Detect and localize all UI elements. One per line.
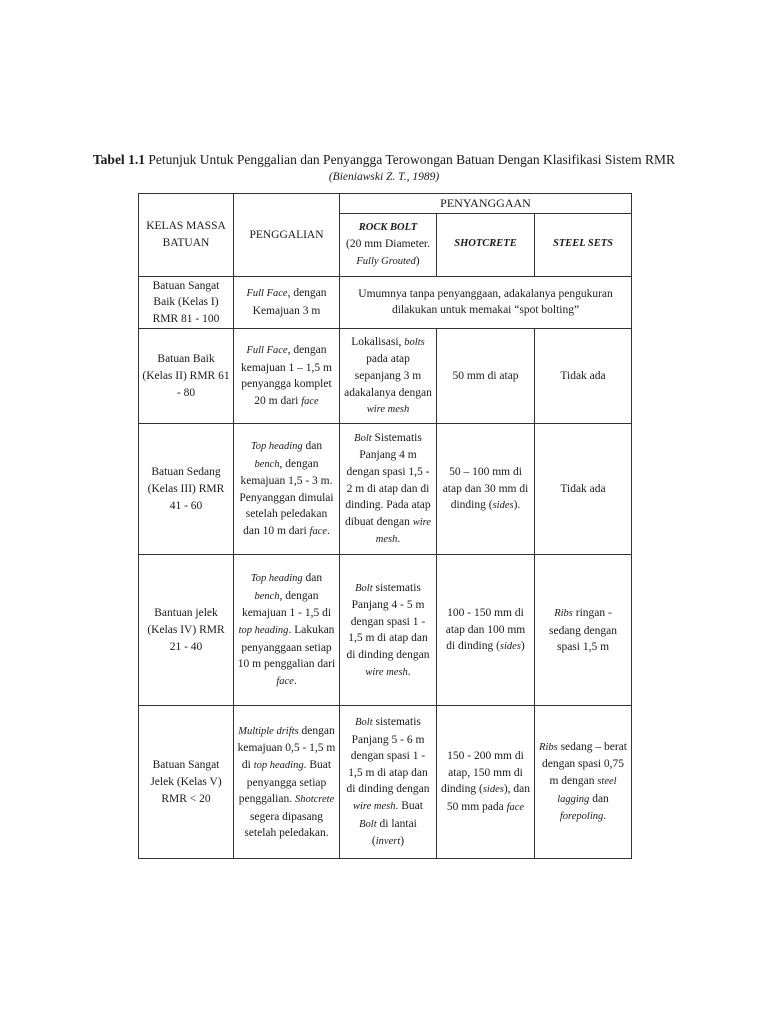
cell-penggalian bbox=[234, 706, 340, 859]
cell-rock-bolt bbox=[340, 555, 437, 706]
text: . bbox=[603, 810, 607, 823]
text-italic: wire mesh bbox=[366, 404, 410, 416]
caption-label: Tabel 1.1 bbox=[92, 152, 145, 167]
text: ). bbox=[513, 499, 521, 512]
text: . Lakukan penyanggaan setiap 10 m penggalian dari bbox=[237, 624, 336, 671]
header-rock-bolt-dim2: Fully Grouted bbox=[356, 255, 416, 267]
text: 50 – 100 mm di atap dan 30 mm di dinding ( bbox=[442, 465, 529, 512]
text: dan bbox=[305, 440, 323, 453]
text-italic: bench bbox=[254, 590, 280, 602]
text-italic: Ribs bbox=[539, 741, 558, 753]
text: . bbox=[293, 674, 297, 687]
text-italic: sides bbox=[492, 500, 514, 512]
text-italic: bolts bbox=[404, 336, 425, 348]
text: Sistematis Panjang 4 m dengan spasi 1,5 - 2 m di atap dan di dinding. Pada atap dibuat dengan bbox=[345, 431, 431, 528]
text-italic: Bolt bbox=[355, 582, 373, 594]
cell-penggalian bbox=[234, 329, 340, 424]
cell-rock-bolt bbox=[340, 424, 437, 555]
cell-penggalian bbox=[234, 555, 340, 706]
table-row bbox=[139, 276, 632, 329]
text-italic: Full Face bbox=[246, 345, 288, 357]
text: ), dan 50 mm pada bbox=[446, 783, 531, 813]
text-italic: bench bbox=[254, 458, 280, 470]
cell-shotcrete bbox=[437, 424, 535, 555]
text-italic: face bbox=[276, 675, 294, 687]
header-shotcrete: SHOTCRETE bbox=[437, 213, 535, 276]
table-row bbox=[139, 555, 632, 706]
text: dengan kemajuan 0,5 - 1,5 m di bbox=[237, 724, 336, 771]
cell-steel-sets: Tidak ada bbox=[535, 424, 632, 555]
cell-steel-sets bbox=[535, 706, 632, 859]
text: sistematis Panjang 5 - 6 m dengan spasi 1 - 1,5 m di atap dan di dinding dengan bbox=[346, 716, 430, 796]
text: . Buat bbox=[395, 799, 423, 812]
cell-steel-sets bbox=[535, 555, 632, 706]
text-italic: Shotcrete bbox=[294, 794, 335, 806]
text: sistematis Panjang 4 - 5 m dengan spasi 1 - 1,5 m di atap dan di dinding dengan bbox=[346, 581, 430, 661]
text-italic: wire mesh bbox=[353, 800, 396, 812]
text: . bbox=[397, 533, 401, 546]
text-italic: Bolt bbox=[355, 717, 373, 728]
caption-title: Petunjuk Untuk Penggalian dan Penyangga Terowongan Batuan Dengan Klasifikasi Sistem RMR bbox=[148, 152, 676, 167]
text: segera dipasang setelah peledakan. bbox=[244, 810, 329, 840]
header-rock-bolt-dim3: ) bbox=[415, 254, 420, 267]
cell-shotcrete bbox=[437, 555, 535, 706]
cell-kelas: Batuan Sangat Baik (Kelas I) RMR 81 - 100 bbox=[139, 276, 234, 329]
header-penggalian: PENGGALIAN bbox=[234, 194, 340, 277]
text-italic: Top heading bbox=[250, 573, 303, 585]
table-caption bbox=[0, 152, 768, 185]
text-italic: face bbox=[309, 526, 328, 538]
text: , dengan kemajuan 1 - 1,5 di bbox=[241, 589, 332, 620]
text-italic: wire mesh bbox=[375, 516, 431, 546]
text: Lokalisasi, bbox=[351, 335, 402, 348]
cell-penggalian bbox=[234, 424, 340, 555]
cell-kelas: Batuan Sangat Jelek (Kelas V) RMR < 20 bbox=[139, 706, 234, 859]
text: dan bbox=[305, 572, 323, 585]
header-rock-bolt-title: ROCK BOLT bbox=[358, 221, 418, 233]
caption-source: (Bieniawski Z. T., 1989) bbox=[328, 171, 440, 183]
text: . bbox=[407, 665, 411, 678]
cell-kelas: Batuan Baik (Kelas II) RMR 61 - 80 bbox=[139, 329, 234, 424]
cell-penggalian bbox=[234, 276, 340, 329]
text-italic: forepoling bbox=[559, 811, 604, 823]
text-italic: Ribs bbox=[554, 607, 573, 619]
text-italic: top heading bbox=[238, 625, 289, 637]
text: 150 - 200 mm di atap, 150 mm di dinding ( bbox=[440, 750, 524, 796]
header-rock-bolt bbox=[340, 213, 437, 276]
text-italic: sides bbox=[482, 784, 504, 796]
text-italic: face bbox=[301, 395, 319, 407]
cell-steel-sets: Tidak ada bbox=[535, 329, 632, 424]
text-italic: Bolt bbox=[359, 818, 377, 830]
cell-rock-bolt bbox=[340, 329, 437, 424]
text-italic: Multiple drifts bbox=[238, 725, 299, 737]
text: dan bbox=[592, 792, 609, 805]
cell-rock-bolt bbox=[340, 706, 437, 859]
header-penyanggaan: PENYANGGAAN bbox=[340, 194, 632, 214]
header-kelas-massa-batuan: KELAS MASSA BATUAN bbox=[139, 194, 234, 277]
table-row bbox=[139, 706, 632, 859]
cell-kelas: Batuan Sedang (Kelas III) RMR 41 - 60 bbox=[139, 424, 234, 555]
text-italic: invert bbox=[375, 836, 401, 848]
text: sedang – berat dengan spasi 0,75 m dengan bbox=[541, 740, 627, 788]
text: . bbox=[327, 525, 330, 538]
table-row bbox=[139, 424, 632, 555]
cell-kelas: Bantuan jelek (Kelas IV) RMR 21 - 40 bbox=[139, 555, 234, 706]
header-rock-bolt-dim1: (20 mm Diameter. bbox=[346, 238, 430, 251]
text: . Buat penyangga setiap penggalian. bbox=[238, 758, 332, 806]
text: pada atap sepanjang 3 m adakalanya dengan bbox=[344, 353, 432, 399]
text: di lantai ( bbox=[371, 817, 417, 848]
text: , dengan kemajuan 1,5 - 3 m. Penyanggan dimulai setelah peledakan dan 10 m dari bbox=[239, 457, 334, 538]
text-italic: Top heading bbox=[250, 441, 303, 453]
cell-penyanggaan: Umumnya tanpa penyanggaan, adakalanya pengukuran dilakukan untuk memakai “spot bolting” bbox=[340, 276, 632, 329]
text-italic: sides bbox=[499, 641, 521, 653]
text-italic: steel lagging bbox=[557, 776, 617, 805]
text-italic: Bolt bbox=[354, 432, 372, 444]
cell-shotcrete bbox=[437, 706, 535, 859]
text: ) bbox=[400, 835, 405, 848]
text-italic: Full Face bbox=[246, 288, 288, 300]
text: ringan - sedang dengan spasi 1,5 m bbox=[549, 606, 618, 654]
text-italic: wire mesh bbox=[365, 666, 408, 678]
table-row bbox=[139, 329, 632, 424]
text-italic: face bbox=[506, 801, 525, 813]
text: , dengan kemajuan 1 – 1,5 m penyangga komplet 20 m dari bbox=[240, 344, 333, 407]
text: , dengan Kemajuan 3 m bbox=[252, 287, 327, 317]
text: ) bbox=[520, 640, 525, 653]
header-steel-sets: STEEL SETS bbox=[535, 213, 632, 276]
cell-shotcrete: 50 mm di atap bbox=[437, 329, 535, 424]
text: 100 - 150 mm di atap dan 100 mm di dinding ( bbox=[445, 606, 526, 653]
rmr-support-table bbox=[138, 193, 632, 859]
text-italic: top heading bbox=[253, 759, 304, 771]
